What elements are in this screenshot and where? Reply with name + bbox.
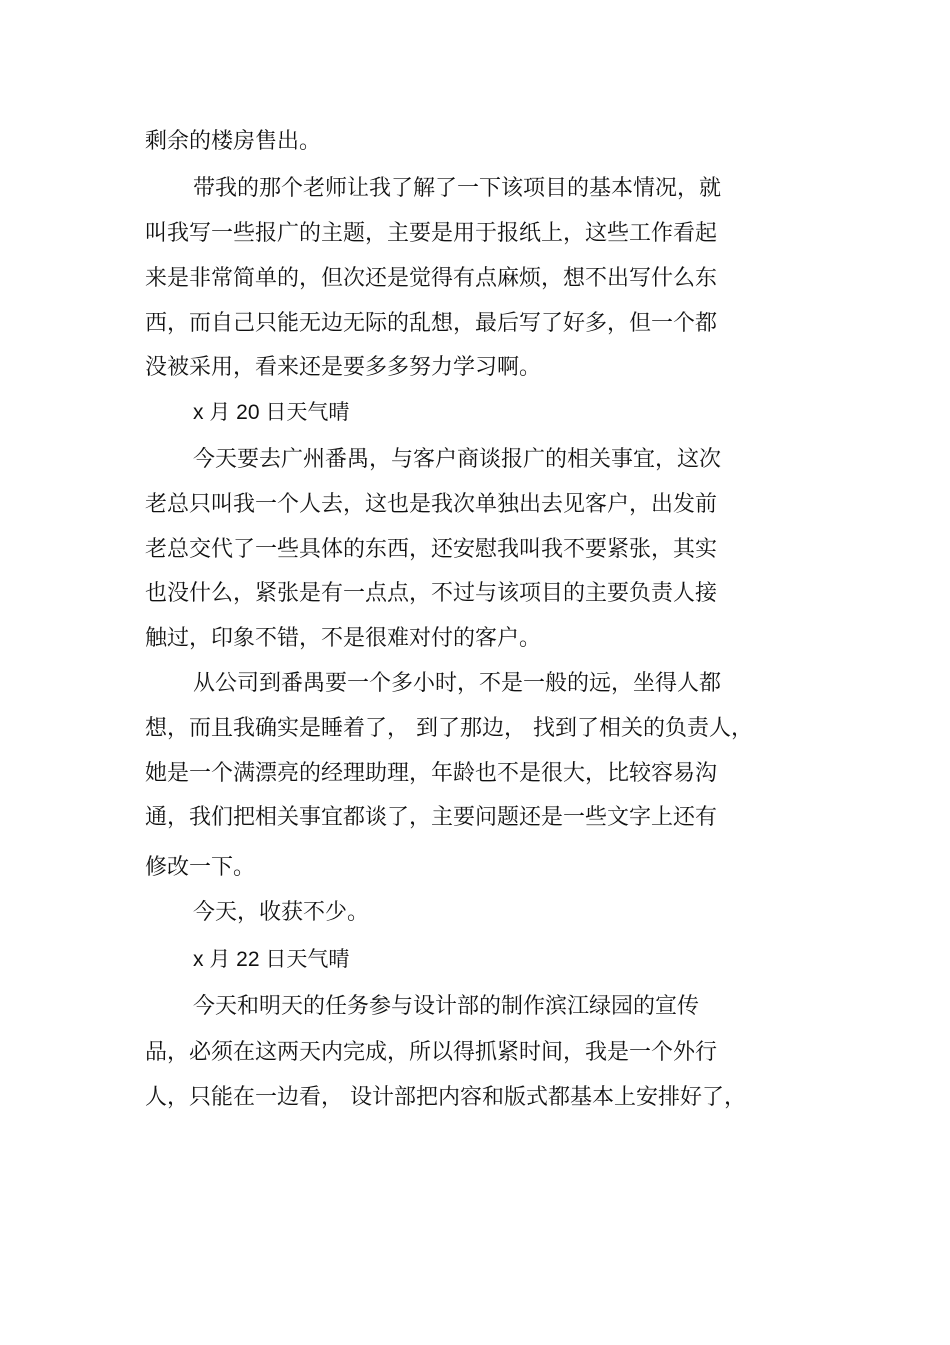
diary-date-heading: x 月 22 日天气晴	[193, 948, 350, 971]
paragraph-line: 剩余的楼房售出。	[145, 129, 322, 154]
paragraph-line: 今天，收获不少。	[193, 900, 370, 925]
paragraph-line: 人，只能在一边看， 设计部把内容和版式都基本上安排好了，	[145, 1085, 746, 1110]
paragraph-line: 没被采用，看来还是要多多努力学习啊。	[145, 355, 542, 380]
paragraph-line: 触过，印象不错，不是很难对付的客户。	[145, 626, 542, 651]
paragraph-line: 今天要去广州番禺，与客户商谈报广的相关事宜，这次	[193, 447, 722, 472]
paragraph-line: 品，必须在这两天内完成，所以得抓紧时间，我是一个外行	[145, 1040, 718, 1065]
paragraph-line: 叫我写一些报广的主题，主要是用于报纸上，这些工作看起	[145, 221, 718, 246]
paragraph-line: 西，而自己只能无边无际的乱想，最后写了好多，但一个都	[145, 311, 718, 336]
paragraph-line: 来是非常简单的，但次还是觉得有点麻烦，想不出写什么东	[145, 266, 718, 291]
paragraph-line: 也没什么，紧张是有一点点，不过与该项目的主要负责人接	[145, 581, 718, 606]
paragraph-line: 带我的那个老师让我了解了一下该项目的基本情况，就	[193, 176, 722, 201]
paragraph-line: 从公司到番禺要一个多小时，不是一般的远，坐得人都	[193, 671, 722, 696]
paragraph-line: 她是一个满漂亮的经理助理，年龄也不是很大，比较容易沟	[145, 761, 718, 786]
paragraph-line: 修改一下。	[145, 855, 256, 880]
paragraph-line: 通，我们把相关事宜都谈了，主要问题还是一些文字上还有	[145, 805, 718, 830]
diary-date-heading: x 月 20 日天气晴	[193, 401, 350, 424]
paragraph-line: 老总只叫我一个人去，这也是我次单独出去见客户，出发前	[145, 492, 718, 517]
paragraph-line: 老总交代了一些具体的东西，还安慰我叫我不要紧张，其实	[145, 537, 718, 562]
paragraph-line: 想，而且我确实是睡着了， 到了那边， 找到了相关的负责人，	[145, 716, 753, 741]
paragraph-line: 今天和明天的任务参与设计部的制作滨江绿园的宣传	[193, 994, 700, 1019]
